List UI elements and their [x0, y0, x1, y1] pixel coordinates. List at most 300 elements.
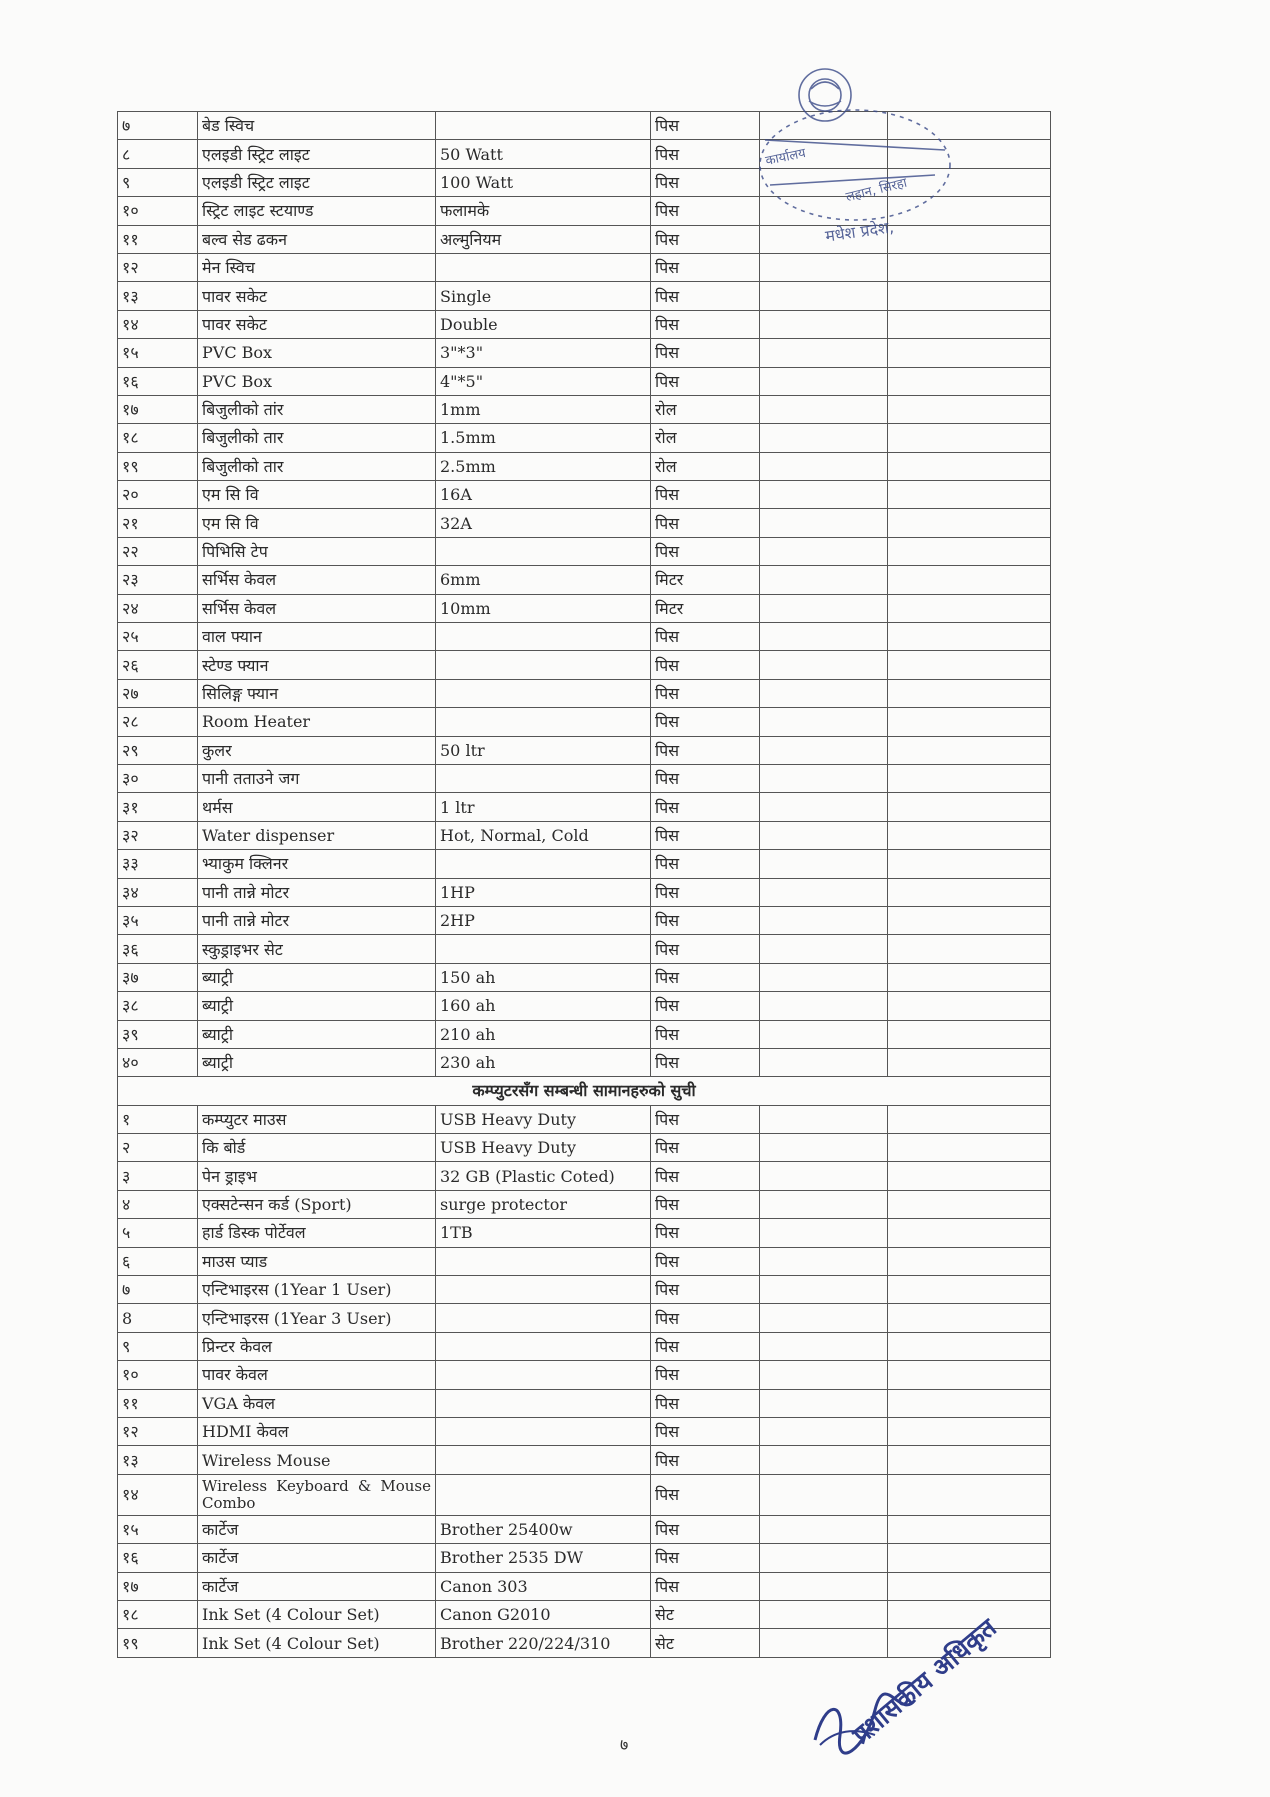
specification-cell: 32A [436, 509, 651, 537]
serial-number-cell: १८ [118, 1600, 198, 1628]
serial-number-cell: ५ [118, 1219, 198, 1247]
unit-cell: पिस [651, 1162, 760, 1190]
unit-cell: पिस [651, 878, 760, 906]
blank-column-b-cell [888, 1048, 1051, 1076]
unit-cell: पिस [651, 1247, 760, 1275]
item-name-cell: एन्टिभाइरस (1Year 1 User) [198, 1276, 436, 1304]
unit-cell: पिस [651, 1544, 760, 1572]
blank-column-a-cell [760, 850, 888, 878]
table-row [118, 537, 1051, 565]
blank-column-a-cell [760, 679, 888, 707]
serial-number-cell: १९ [118, 452, 198, 480]
specification-cell: Single [436, 282, 651, 310]
serial-number-cell: ११ [118, 1389, 198, 1417]
serial-number-cell: ७ [118, 112, 198, 140]
serial-number-cell: १३ [118, 282, 198, 310]
specification-cell: Brother 2535 DW [436, 1544, 651, 1572]
specification-cell: USB Heavy Duty [436, 1105, 651, 1133]
item-name-cell: कार्टेज [198, 1572, 436, 1600]
serial-number-cell: २२ [118, 537, 198, 565]
blank-column-a-cell [760, 282, 888, 310]
serial-number-cell: ११ [118, 225, 198, 253]
signature-block [805, 1495, 1105, 1755]
unit-cell: पिस [651, 481, 760, 509]
unit-cell: पिस [651, 708, 760, 736]
serial-number-cell: १४ [118, 1474, 198, 1515]
specification-cell [436, 651, 651, 679]
table-row [118, 992, 1051, 1020]
blank-column-a-cell [760, 935, 888, 963]
table-row [118, 310, 1051, 338]
blank-column-b-cell [888, 282, 1051, 310]
serial-number-cell: ८ [118, 140, 198, 168]
blank-column-b-cell [888, 623, 1051, 651]
serial-number-cell: २० [118, 481, 198, 509]
specification-cell: 50 Watt [436, 140, 651, 168]
serial-number-cell: ९ [118, 1332, 198, 1360]
table-row [118, 594, 1051, 622]
unit-cell: पिस [651, 168, 760, 196]
specification-cell [436, 1332, 651, 1360]
specification-cell [436, 1247, 651, 1275]
specification-cell: 50 ltr [436, 736, 651, 764]
serial-number-cell: १८ [118, 424, 198, 452]
item-name-cell: ब्याट्री [198, 1048, 436, 1076]
serial-number-cell: ३६ [118, 935, 198, 963]
blank-column-b-cell [888, 708, 1051, 736]
blank-column-a-cell [760, 1417, 888, 1445]
blank-column-b-cell [888, 651, 1051, 679]
specification-cell: 210 ah [436, 1020, 651, 1048]
section-heading-row [118, 1077, 1051, 1105]
serial-number-cell: २९ [118, 736, 198, 764]
unit-cell: पिस [651, 736, 760, 764]
unit-cell: पिस [651, 140, 760, 168]
table-row [118, 1446, 1051, 1474]
unit-cell: पिस [651, 367, 760, 395]
specification-cell [436, 1304, 651, 1332]
specification-cell: Hot, Normal, Cold [436, 821, 651, 849]
serial-number-cell: १९ [118, 1629, 198, 1657]
item-name-cell: सर्भिस केवल [198, 594, 436, 622]
item-name-cell: एलइडी स्ट्रिट लाइट [198, 168, 436, 196]
item-name-cell: स्ट्रिट लाइट स्टयाण्ड [198, 197, 436, 225]
blank-column-a-cell [760, 1020, 888, 1048]
blank-column-a-cell [760, 1389, 888, 1417]
table-row [118, 878, 1051, 906]
specification-cell: 10mm [436, 594, 651, 622]
serial-number-cell: ३९ [118, 1020, 198, 1048]
blank-column-b-cell [888, 992, 1051, 1020]
table-row [118, 623, 1051, 651]
unit-cell: पिस [651, 537, 760, 565]
serial-number-cell: १६ [118, 1544, 198, 1572]
table-row [118, 935, 1051, 963]
item-name-cell: प्रिन्टर केवल [198, 1332, 436, 1360]
unit-cell: रोल [651, 424, 760, 452]
specification-cell: 3"*3" [436, 339, 651, 367]
serial-number-cell: ३७ [118, 963, 198, 991]
item-name-cell: सर्भिस केवल [198, 566, 436, 594]
specification-cell [436, 1446, 651, 1474]
blank-column-a-cell [760, 878, 888, 906]
blank-column-b-cell [888, 1332, 1051, 1360]
item-name-cell: पावर केवल [198, 1361, 436, 1389]
stamp-line-3: मधेश प्रदेश, [824, 217, 896, 246]
specification-cell: 100 Watt [436, 168, 651, 196]
unit-cell: पिस [651, 963, 760, 991]
blank-column-a-cell [760, 481, 888, 509]
item-name-cell: पानी तान्ने मोटर [198, 878, 436, 906]
serial-number-cell: ३० [118, 764, 198, 792]
table-row [118, 1162, 1051, 1190]
signature-title: प्रशासकीय अधिकृत [846, 1612, 1002, 1750]
blank-column-b-cell [888, 310, 1051, 338]
unit-cell: पिस [651, 1105, 760, 1133]
unit-cell: पिस [651, 935, 760, 963]
table-row [118, 963, 1051, 991]
item-name-cell: एलइडी स्ट्रिट लाइट [198, 140, 436, 168]
specification-cell: फलामके [436, 197, 651, 225]
table-row [118, 679, 1051, 707]
blank-column-b-cell [888, 1162, 1051, 1190]
specification-cell: 1mm [436, 395, 651, 423]
item-name-cell: ब्याट्री [198, 1020, 436, 1048]
office-stamp [745, 55, 955, 275]
unit-cell: पिस [651, 1474, 760, 1515]
blank-column-b-cell [888, 395, 1051, 423]
serial-number-cell: १ [118, 1105, 198, 1133]
blank-column-b-cell [888, 339, 1051, 367]
item-name-cell: मेन स्विच [198, 253, 436, 281]
blank-column-b-cell [888, 1020, 1051, 1048]
blank-column-a-cell [760, 395, 888, 423]
specification-cell: 1 ltr [436, 793, 651, 821]
serial-number-cell: ३८ [118, 992, 198, 1020]
blank-column-b-cell [888, 1304, 1051, 1332]
blank-column-b-cell [888, 452, 1051, 480]
specification-cell [436, 623, 651, 651]
blank-column-b-cell [888, 935, 1051, 963]
items-table [117, 111, 1051, 1658]
blank-column-a-cell [760, 566, 888, 594]
item-name-cell: कार्टेज [198, 1544, 436, 1572]
items-table-body [118, 112, 1051, 1658]
item-name-cell: Ink Set (4 Colour Set) [198, 1600, 436, 1628]
serial-number-cell: ४ [118, 1190, 198, 1218]
unit-cell: पिस [651, 282, 760, 310]
item-name-cell: VGA केवल [198, 1389, 436, 1417]
item-name-cell: PVC Box [198, 367, 436, 395]
blank-column-b-cell [888, 1190, 1051, 1218]
item-name-cell: एन्टिभाइरस (1Year 3 User) [198, 1304, 436, 1332]
unit-cell: पिस [651, 253, 760, 281]
item-name-cell: स्टेण्ड फ्यान [198, 651, 436, 679]
blank-column-b-cell [888, 1446, 1051, 1474]
table-row [118, 509, 1051, 537]
blank-column-b-cell [888, 537, 1051, 565]
serial-number-cell: १० [118, 1361, 198, 1389]
blank-column-a-cell [760, 339, 888, 367]
table-row [118, 452, 1051, 480]
unit-cell: सेट [651, 1629, 760, 1657]
serial-number-cell: १२ [118, 1417, 198, 1445]
item-name-cell: HDMI केवल [198, 1417, 436, 1445]
serial-number-cell: ३४ [118, 878, 198, 906]
unit-cell: पिस [651, 651, 760, 679]
table-row [118, 906, 1051, 934]
serial-number-cell: १५ [118, 339, 198, 367]
table-row [118, 1304, 1051, 1332]
unit-cell: पिस [651, 793, 760, 821]
unit-cell: पिस [651, 1389, 760, 1417]
unit-cell: पिस [651, 112, 760, 140]
unit-cell: पिस [651, 906, 760, 934]
specification-cell: Double [436, 310, 651, 338]
item-name-cell: एक्सटेन्सन कर्ड (Sport) [198, 1190, 436, 1218]
specification-cell [436, 1276, 651, 1304]
blank-column-b-cell [888, 566, 1051, 594]
blank-column-b-cell [888, 821, 1051, 849]
item-name-cell: PVC Box [198, 339, 436, 367]
blank-column-a-cell [760, 1361, 888, 1389]
table-row [118, 1361, 1051, 1389]
blank-column-a-cell [760, 1048, 888, 1076]
blank-column-b-cell [888, 481, 1051, 509]
specification-cell: 6mm [436, 566, 651, 594]
serial-number-cell: २८ [118, 708, 198, 736]
serial-number-cell: २४ [118, 594, 198, 622]
table-row [118, 566, 1051, 594]
blank-column-b-cell [888, 963, 1051, 991]
unit-cell: पिस [651, 1417, 760, 1445]
serial-number-cell: ६ [118, 1247, 198, 1275]
specification-cell: Canon G2010 [436, 1600, 651, 1628]
blank-column-b-cell [888, 1417, 1051, 1445]
unit-cell: पिस [651, 679, 760, 707]
serial-number-cell: ३५ [118, 906, 198, 934]
unit-cell: पिस [651, 1190, 760, 1218]
blank-column-a-cell [760, 963, 888, 991]
blank-column-a-cell [760, 537, 888, 565]
item-name-cell: एम सि वि [198, 481, 436, 509]
item-name-cell: भ्याकुम क्लिनर [198, 850, 436, 878]
item-name-cell: Ink Set (4 Colour Set) [198, 1629, 436, 1657]
section-heading: कम्प्युटरसँग सम्बन्धी सामानहरुको सुची [118, 1077, 1051, 1105]
serial-number-cell: २३ [118, 566, 198, 594]
serial-number-cell: २१ [118, 509, 198, 537]
specification-cell: 2.5mm [436, 452, 651, 480]
item-name-cell: ब्याट्री [198, 963, 436, 991]
item-name-cell: पावर सकेट [198, 310, 436, 338]
specification-cell [436, 537, 651, 565]
specification-cell: अल्मुनियम [436, 225, 651, 253]
item-name-cell: वाल फ्यान [198, 623, 436, 651]
table-row [118, 282, 1051, 310]
table-row [118, 1190, 1051, 1218]
blank-column-a-cell [760, 367, 888, 395]
specification-cell: Brother 25400w [436, 1515, 651, 1543]
specification-cell [436, 850, 651, 878]
unit-cell: पिस [651, 197, 760, 225]
item-name-cell: बिजुलीको तार [198, 452, 436, 480]
unit-cell: पिस [651, 1219, 760, 1247]
serial-number-cell: २७ [118, 679, 198, 707]
blank-column-a-cell [760, 906, 888, 934]
specification-cell: 2HP [436, 906, 651, 934]
blank-column-a-cell [760, 1190, 888, 1218]
specification-cell [436, 1361, 651, 1389]
blank-column-a-cell [760, 1105, 888, 1133]
specification-cell: 1.5mm [436, 424, 651, 452]
specification-cell [436, 1417, 651, 1445]
blank-column-a-cell [760, 1162, 888, 1190]
unit-cell: मिटर [651, 566, 760, 594]
serial-number-cell: १३ [118, 1446, 198, 1474]
blank-column-b-cell [888, 793, 1051, 821]
table-row [118, 821, 1051, 849]
table-row [118, 339, 1051, 367]
specification-cell [436, 1474, 651, 1515]
table-row [118, 1332, 1051, 1360]
unit-cell: पिस [651, 1572, 760, 1600]
item-name-cell: माउस प्याड [198, 1247, 436, 1275]
blank-column-b-cell [888, 679, 1051, 707]
serial-number-cell: १६ [118, 367, 198, 395]
unit-cell: पिस [651, 992, 760, 1020]
unit-cell: पिस [651, 1048, 760, 1076]
blank-column-a-cell [760, 509, 888, 537]
unit-cell: पिस [651, 225, 760, 253]
specification-cell [436, 253, 651, 281]
item-name-cell: बल्व सेड ढकन [198, 225, 436, 253]
item-name-cell: थर्मस [198, 793, 436, 821]
blank-column-b-cell [888, 509, 1051, 537]
item-name-cell: स्कुड्राइभर सेट [198, 935, 436, 963]
specification-cell: USB Heavy Duty [436, 1134, 651, 1162]
blank-column-a-cell [760, 1332, 888, 1360]
specification-cell [436, 679, 651, 707]
table-row [118, 1020, 1051, 1048]
item-name-cell: ब्याट्री [198, 992, 436, 1020]
blank-column-b-cell [888, 736, 1051, 764]
item-name-cell: Wireless Mouse [198, 1446, 436, 1474]
specification-cell: 4"*5" [436, 367, 651, 395]
unit-cell: पिस [651, 623, 760, 651]
blank-column-b-cell [888, 850, 1051, 878]
table-row [118, 1219, 1051, 1247]
serial-number-cell: २ [118, 1134, 198, 1162]
serial-number-cell: १२ [118, 253, 198, 281]
blank-column-b-cell [888, 764, 1051, 792]
item-name-cell: Water dispenser [198, 821, 436, 849]
unit-cell: पिस [651, 310, 760, 338]
table-row [118, 850, 1051, 878]
serial-number-cell: १७ [118, 1572, 198, 1600]
item-name-cell: एम सि वि [198, 509, 436, 537]
blank-column-a-cell [760, 1276, 888, 1304]
item-name-cell: पानी तताउने जग [198, 764, 436, 792]
blank-column-a-cell [760, 992, 888, 1020]
item-name-cell: बिजुलीको तांर [198, 395, 436, 423]
item-name-cell: Wireless Keyboard & Mouse Combo [198, 1474, 436, 1515]
item-name-cell: पिभिसि टेप [198, 537, 436, 565]
serial-number-cell: ९ [118, 168, 198, 196]
item-name-cell: कार्टेज [198, 1515, 436, 1543]
specification-cell: Canon 303 [436, 1572, 651, 1600]
table-row [118, 424, 1051, 452]
table-row [118, 1389, 1051, 1417]
item-name-cell: बिजुलीको तार [198, 424, 436, 452]
specification-cell [436, 764, 651, 792]
blank-column-b-cell [888, 367, 1051, 395]
serial-number-cell: ७ [118, 1276, 198, 1304]
item-name-cell: पानी तान्ने मोटर [198, 906, 436, 934]
table-row [118, 1048, 1051, 1076]
unit-cell: सेट [651, 1600, 760, 1628]
unit-cell: पिस [651, 1361, 760, 1389]
unit-cell: मिटर [651, 594, 760, 622]
page-number: ७ [620, 1735, 629, 1754]
blank-column-b-cell [888, 1105, 1051, 1133]
serial-number-cell: १५ [118, 1515, 198, 1543]
table-row [118, 736, 1051, 764]
item-name-cell: कुलर [198, 736, 436, 764]
serial-number-cell: २६ [118, 651, 198, 679]
unit-cell: पिस [651, 1276, 760, 1304]
blank-column-a-cell [760, 821, 888, 849]
blank-column-a-cell [760, 736, 888, 764]
stamp-line-2: लहान, सिरहा [844, 175, 909, 206]
blank-column-b-cell [888, 1276, 1051, 1304]
serial-number-cell: १७ [118, 395, 198, 423]
unit-cell: रोल [651, 452, 760, 480]
blank-column-b-cell [888, 594, 1051, 622]
serial-number-cell: ४० [118, 1048, 198, 1076]
unit-cell: पिस [651, 1304, 760, 1332]
blank-column-a-cell [760, 424, 888, 452]
blank-column-a-cell [760, 651, 888, 679]
blank-column-a-cell [760, 764, 888, 792]
table-row [118, 1276, 1051, 1304]
specification-cell [436, 1389, 651, 1417]
unit-cell: पिस [651, 509, 760, 537]
blank-column-a-cell [760, 1219, 888, 1247]
item-name-cell: हार्ड डिस्क पोर्टेवल [198, 1219, 436, 1247]
item-name-cell: बेड स्विच [198, 112, 436, 140]
unit-cell: पिस [651, 764, 760, 792]
unit-cell: पिस [651, 339, 760, 367]
blank-column-a-cell [760, 1446, 888, 1474]
serial-number-cell: ३१ [118, 793, 198, 821]
unit-cell: पिस [651, 1446, 760, 1474]
table-row [118, 793, 1051, 821]
blank-column-a-cell [760, 793, 888, 821]
table-row [118, 1105, 1051, 1133]
table-row [118, 708, 1051, 736]
serial-number-cell: 8 [118, 1304, 198, 1332]
unit-cell: पिस [651, 1515, 760, 1543]
specification-cell [436, 708, 651, 736]
item-name-cell: पेन ड्राइभ [198, 1162, 436, 1190]
specification-cell [436, 935, 651, 963]
table-row [118, 764, 1051, 792]
blank-column-a-cell [760, 1134, 888, 1162]
blank-column-a-cell [760, 623, 888, 651]
specification-cell: Brother 220/224/310 [436, 1629, 651, 1657]
serial-number-cell: ३३ [118, 850, 198, 878]
blank-column-a-cell [760, 1304, 888, 1332]
